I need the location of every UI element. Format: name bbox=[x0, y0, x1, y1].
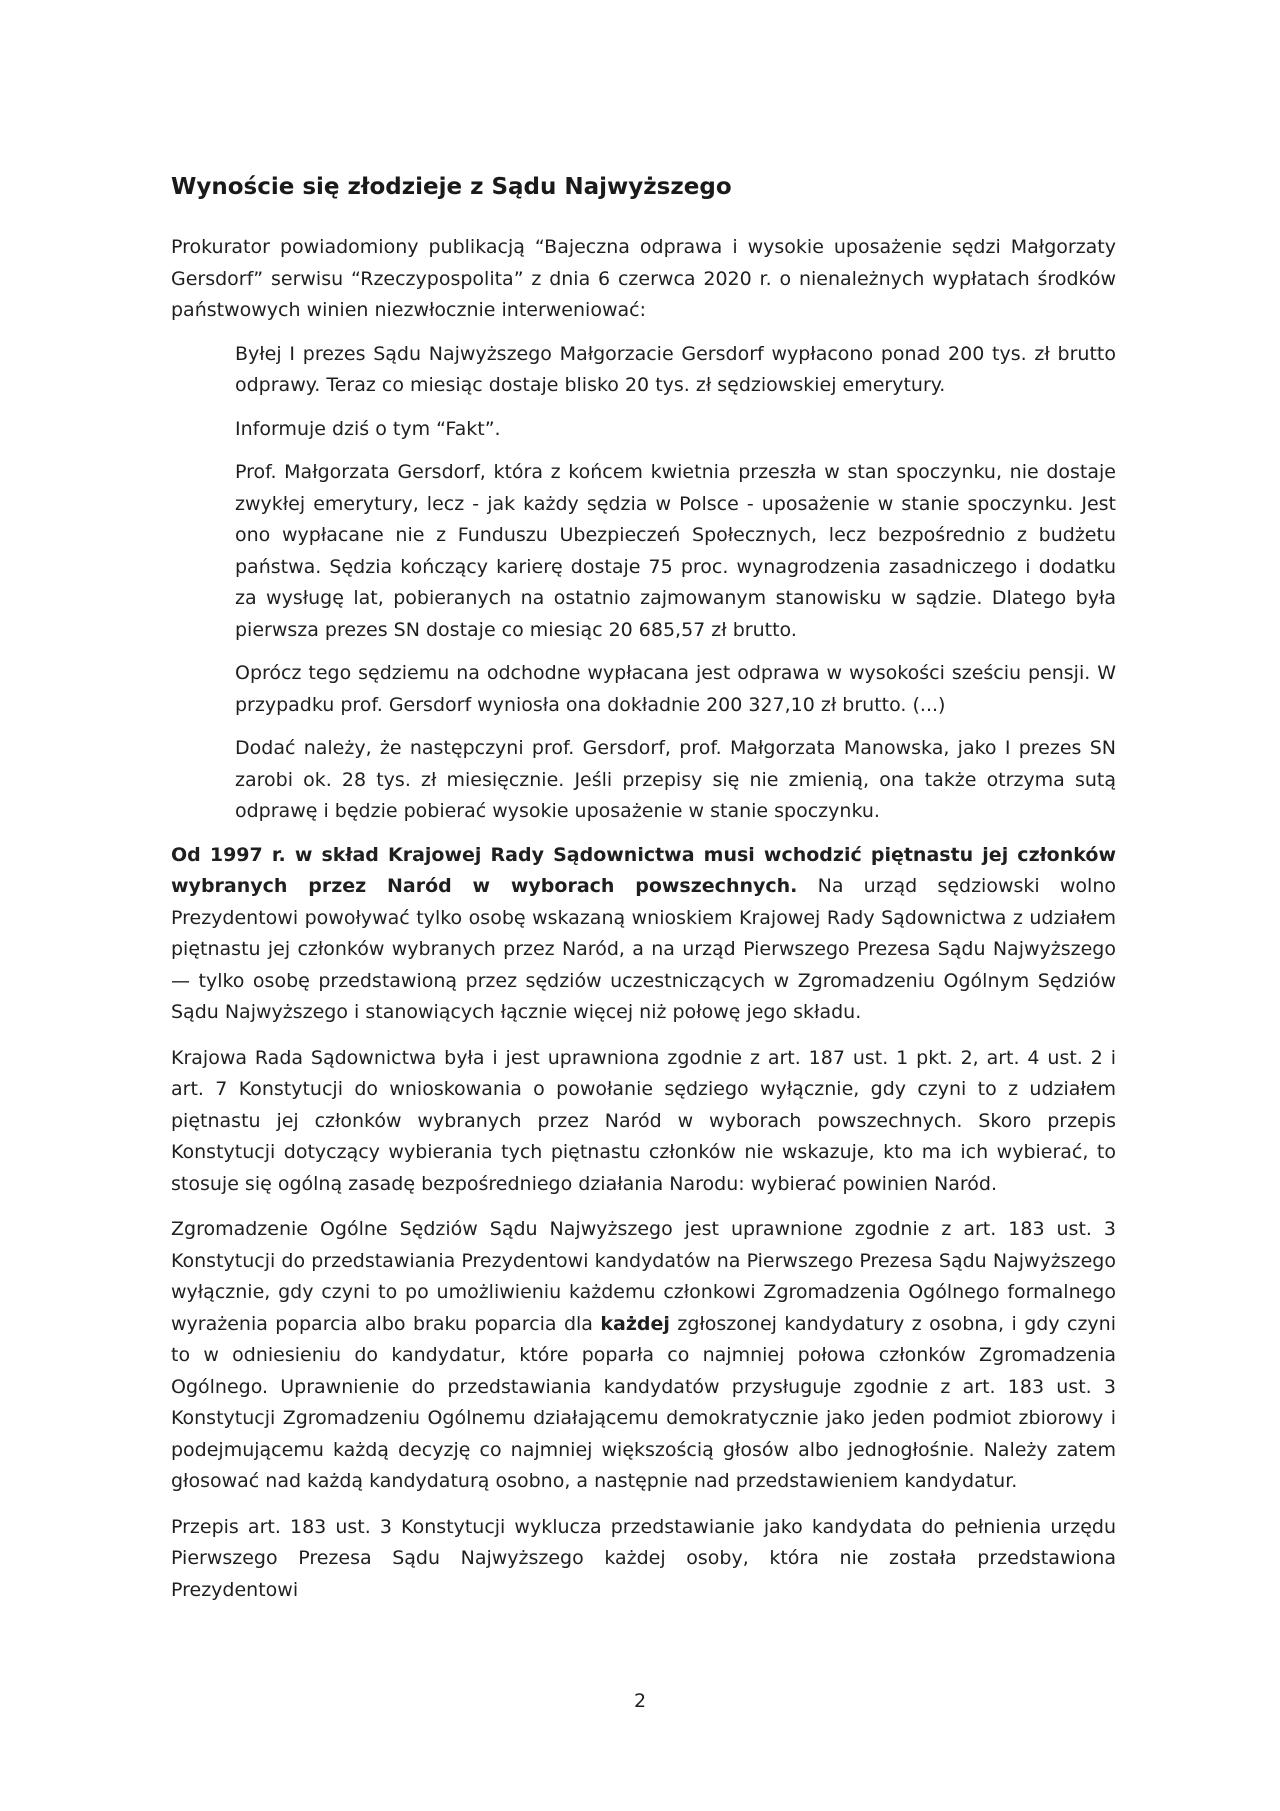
body-paragraph-1 bbox=[171, 840, 1116, 1029]
body-paragraph-3 bbox=[171, 1214, 1116, 1498]
quote-paragraph: Dodać należy, że następczyni prof. Gersdorf, prof. Małgorzata Manowska, jako I prezes SN zarobi ok. 28 tys. zł miesięcznie. Jeśli przepisy się nie zmienią, ona także otrzyma sutą odprawę i będzie pobierać wysokie uposażenie w stanie spoczynku. bbox=[235, 737, 1116, 822]
quote-paragraph: Oprócz tego sędziemu na odchodne wypłacana jest odprawa w wysokości sześciu pensji. W przypadku prof. Gersdorf wyniosła ona dokładnie 200 327,10 zł brutto. (...) bbox=[235, 662, 1116, 716]
paragraph-text: Na urząd sędziowski wolno Prezydentowi powoływać tylko osobę wskazaną wnioskiem Krajowej Rady Sądownictwa z udziałem piętnastu jej członków wybranych przez Naród, a na urząd Pierwszego Prezesa Sądu Najwyższego — tylko osobę przedstawioną przez sędziów uczestniczących w Zgromadzeniu Ogólnym Sędziów Sądu Najwyższego i stanowiących łącznie więcej niż połowę jego składu. bbox=[171, 875, 1116, 1023]
quote-paragraph: Byłej I prezes Sądu Najwyższego Małgorzacie Gersdorf wypłacono ponad 200 tys. zł brutto odprawy. Teraz co miesiąc dostaje blisko 20 tys. zł sędziowskiej emerytury. bbox=[235, 342, 1116, 396]
quote-paragraph: Informuje dziś o tym “Fakt”. bbox=[235, 417, 501, 440]
intro-paragraph: Prokurator powiadomiony publikacją “Bajeczna odprawa i wysokie uposażenie sędzi Małgorzaty Gersdorf” serwisu “Rzeczypospolita” z dnia 6 czerwca 2020 r. o nienależnych wypłatach środków państwowych winien niezwłocznie interweniować: bbox=[171, 236, 1116, 321]
page-number: 2 bbox=[633, 1690, 647, 1712]
paragraph-text: Zgromadzenie Ogólne Sędziów Sądu Najwyższego jest uprawnione zgodnie z art. 183 ust. 3 Konstytucji do przedstawiania Prezydentowi kandydatów na Pierwszego Prezesa Sądu Najwyższego wyłącznie, gdy czyni to po umożliwieniu każdemu członkowi Zgromadzenia Ogólnego formalnego wyrażenia poparcia albo braku poparcia dla bbox=[171, 1218, 1116, 1335]
document-title: Wynoście się złodzieje z Sądu Najwyższego bbox=[171, 174, 732, 200]
document-page bbox=[171, 172, 1116, 1620]
block-quote bbox=[235, 339, 1116, 828]
quote-paragraph: Prof. Małgorzata Gersdorf, która z końcem kwietnia przeszła w stan spoczynku, nie dostaje zwykłej emerytury, lecz - jak każdy sędzia w Polsce - uposażenie w stanie spoczynku. Jest ono wypłacane nie z Funduszu Ubezpieczeń Społecznych, lecz bezpośrednio z budżetu państwa. Sędzia kończący karierę dostaje 75 proc. wynagrodzenia zasadniczego i dodatku za wysługę lat, pobieranych na ostatnio zajmowanym stanowisku w sądzie. Dlatego była pierwsza prezes SN dostaje co miesiąc 20 685,57 zł brutto. bbox=[235, 461, 1116, 641]
paragraph-text: zgłoszonej kandydatury z osobna, i gdy czyni to w odniesieniu do kandydatur, które poparła co najmniej połowa członków Zgromadzenia Ogólnego. Uprawnienie do przedstawiania kandydatów przysługuje zgodnie z art. 183 ust. 3 Konstytucji Zgromadzeniu Ogólnemu działającemu demokratycznie jako jeden podmiot zbiorowy i podejmującemu każdą decyzję co najmniej większością głosów albo jednogłośnie. Należy zatem głosować nad każdą kandydaturą osobno, a następnie nad przedstawieniem kandydatur. bbox=[171, 1312, 1117, 1492]
body-paragraph-2: Krajowa Rada Sądownictwa była i jest uprawniona zgodnie z art. 187 ust. 1 pkt. 2, art. 4 ust. 2 i art. 7 Konstytucji do wnioskowania o powołanie sędziego wyłącznie, gdy czyni to z udziałem piętnastu jej członków wybranych przez Naród w wyborach powszechnych. Skoro przepis Konstytucji dotyczący wybierania tych piętnastu członków nie wskazuje, kto ma ich wybierać, to stosuje się ogólną zasadę bezpośredniego działania Narodu: wybierać powinien Naród. bbox=[171, 1046, 1116, 1195]
body-paragraph-4: Przepis art. 183 ust. 3 Konstytucji wyklucza przedstawianie jako kandydata do pełnienia urzędu Pierwszego Prezesa Sądu Najwyższego każdej osoby, która nie została przedstawiona Prezydentowi bbox=[171, 1515, 1116, 1601]
bold-emphasis: każdej bbox=[600, 1312, 670, 1335]
bold-lead: Od 1997 r. w skład Krajowej Rady Sądownictwa musi wchodzić piętnastu jej członków wybranych przez Naród w wyborach powszechnych. bbox=[171, 843, 1116, 897]
